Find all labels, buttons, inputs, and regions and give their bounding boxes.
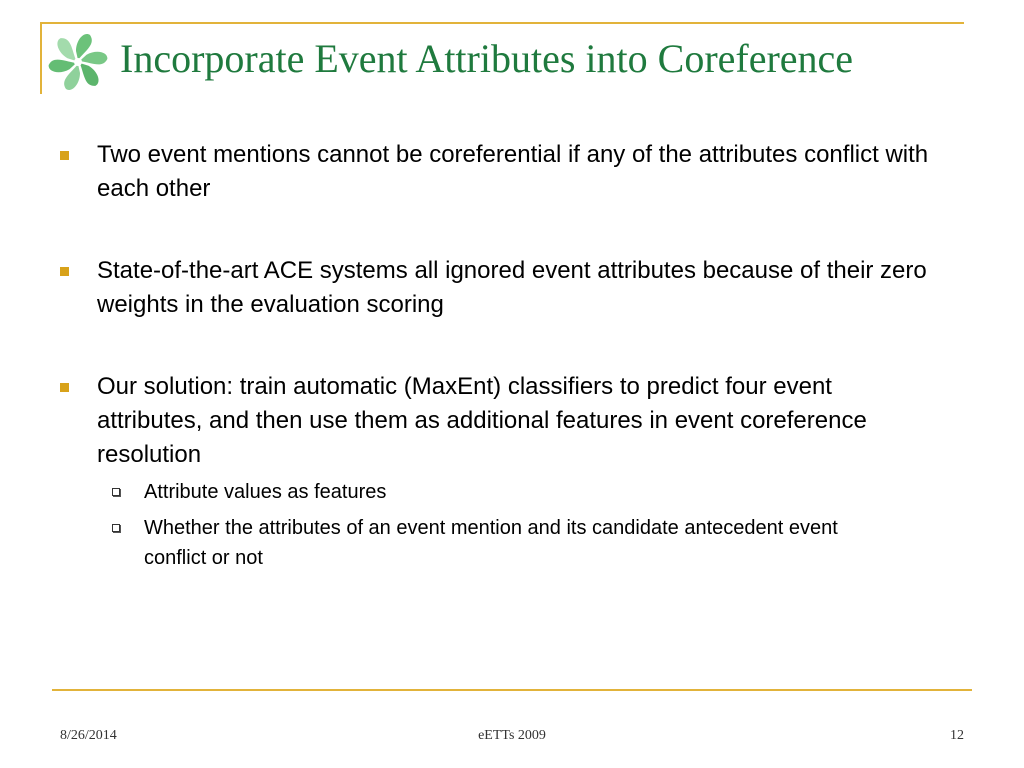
bullet-item-2: [60, 254, 940, 322]
hollow-square-bullet-icon: [112, 524, 120, 532]
footer-date: 8/26/2014: [60, 728, 117, 743]
hollow-square-bullet-icon: [112, 488, 120, 496]
square-bullet-icon: [60, 267, 69, 276]
footer-event-name: eETTs 2009: [478, 728, 546, 743]
sub-bullet-list: [60, 477, 940, 573]
bullet-text: State-of-the-art ACE systems all ignored event attributes because of their zero weights in the evaluation scoring: [97, 257, 927, 318]
sub-bullet-text: Whether the attributes of an event mention and its candidate antecedent event conflict or not: [144, 517, 838, 569]
bullet-item-1: [60, 138, 940, 206]
header-frame-top-rule: [40, 22, 964, 24]
slide-title: Incorporate Event Attributes into Coreference: [120, 36, 854, 81]
header-frame-left-rule: [40, 22, 42, 94]
slide-number: 12: [950, 728, 964, 743]
sub-bullet-item-2: [60, 513, 884, 573]
bullet-text: Two event mentions cannot be coreferential if any of the attributes conflict with each other: [97, 141, 929, 202]
square-bullet-icon: [60, 383, 69, 392]
sub-bullet-item-1: [60, 477, 884, 507]
bullet-item-3: [60, 370, 940, 472]
sub-bullet-text: Attribute values as features: [144, 481, 387, 503]
square-bullet-icon: [60, 151, 69, 160]
bullet-text: Our solution: train automatic (MaxEnt) classifiers to predict four event attributes, and then use them as additional features in event coreference resolution: [97, 373, 867, 468]
bullet-list: [60, 138, 940, 579]
footer-rule: [52, 689, 972, 691]
pinwheel-flower-logo-icon: [46, 30, 110, 94]
